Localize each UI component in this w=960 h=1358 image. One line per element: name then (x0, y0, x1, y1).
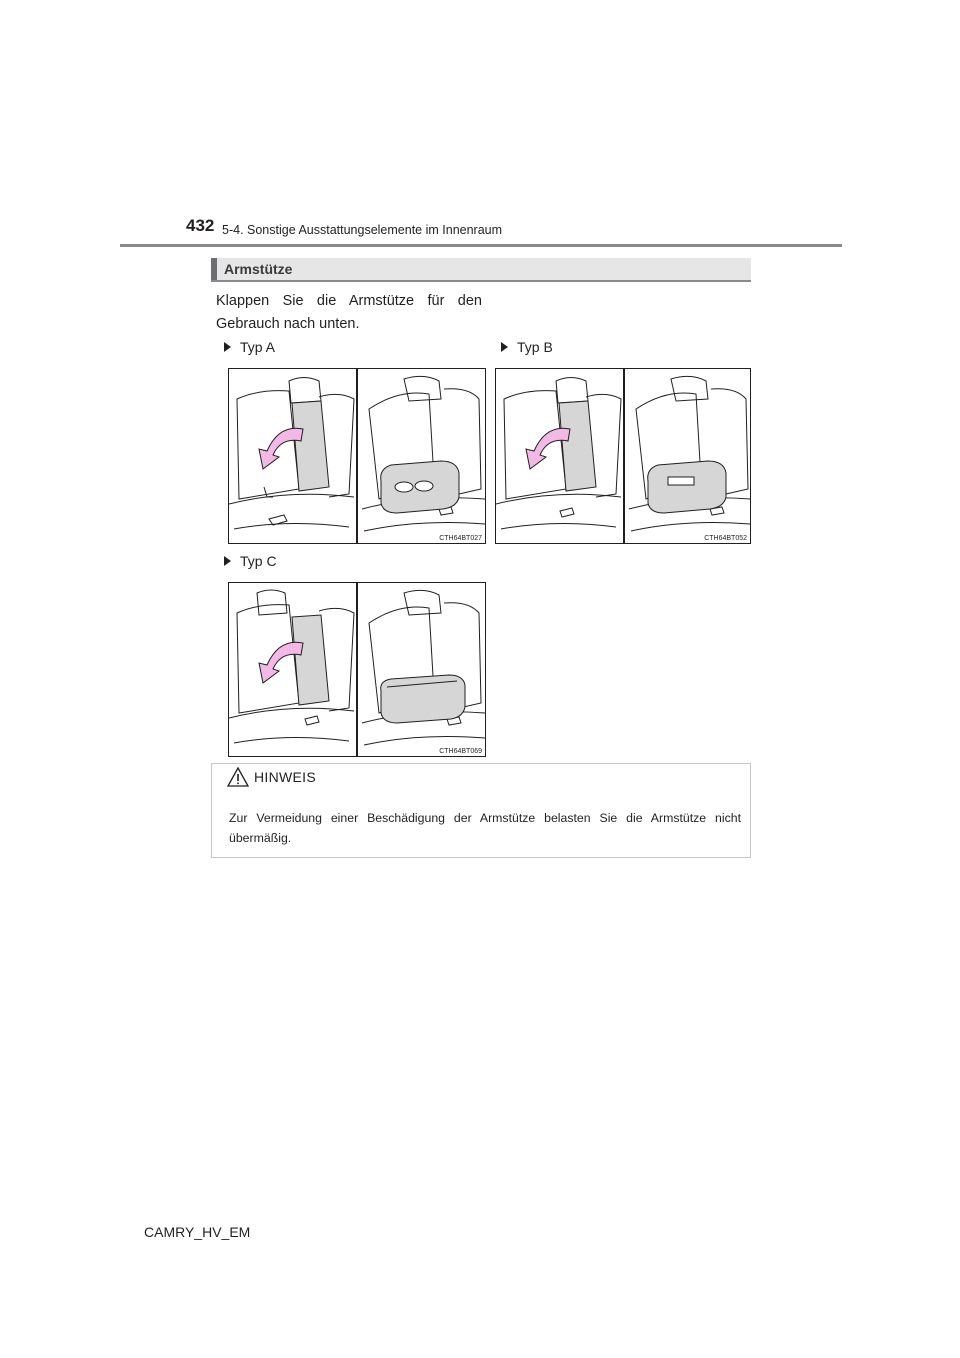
notice-box (211, 763, 751, 858)
warning-triangle-icon (226, 766, 250, 788)
armrest-illustration-type-a (229, 369, 485, 543)
chapter-title: 5-4. Sonstige Ausstattungselemente im Innenraum (222, 223, 503, 237)
bullet-triangle-icon (224, 556, 231, 566)
type-c-label (224, 553, 277, 569)
section-title: Armstütze (224, 261, 293, 277)
intro-paragraph (216, 290, 482, 336)
type-a-text: Typ A (240, 339, 276, 355)
figure-type-c (228, 582, 486, 757)
section-heading-bar (211, 258, 751, 282)
figure-type-a (228, 368, 486, 544)
intro-line-2: Gebrauch nach unten. (216, 316, 360, 332)
type-b-label (501, 339, 553, 355)
header-divider (120, 244, 842, 247)
bullet-triangle-icon (501, 342, 508, 352)
armrest-illustration-type-c (229, 583, 485, 756)
type-b-text: Typ B (517, 339, 553, 355)
armrest-illustration-type-b (496, 369, 750, 543)
section-heading-accent (211, 258, 217, 280)
figure-code-c: CTH64BT069 (439, 748, 482, 755)
notice-title: HINWEIS (254, 769, 316, 785)
type-c-text: Typ C (240, 553, 277, 569)
bullet-triangle-icon (224, 342, 231, 352)
figure-code-a: CTH64BT027 (439, 535, 482, 542)
intro-line-1: Klappen Sie die Armstütze für den (216, 293, 482, 309)
page-number: 432 (186, 216, 215, 235)
figure-code-b: CTH64BT052 (704, 535, 747, 542)
figure-type-b (495, 368, 751, 544)
notice-text: Zur Vermeidung einer Beschädigung der Armstütze belasten Sie die Armstütze nicht übermäßig. (229, 811, 741, 845)
type-a-label (224, 339, 275, 355)
footer-model: CAMRY_HV_EM (144, 1224, 251, 1240)
